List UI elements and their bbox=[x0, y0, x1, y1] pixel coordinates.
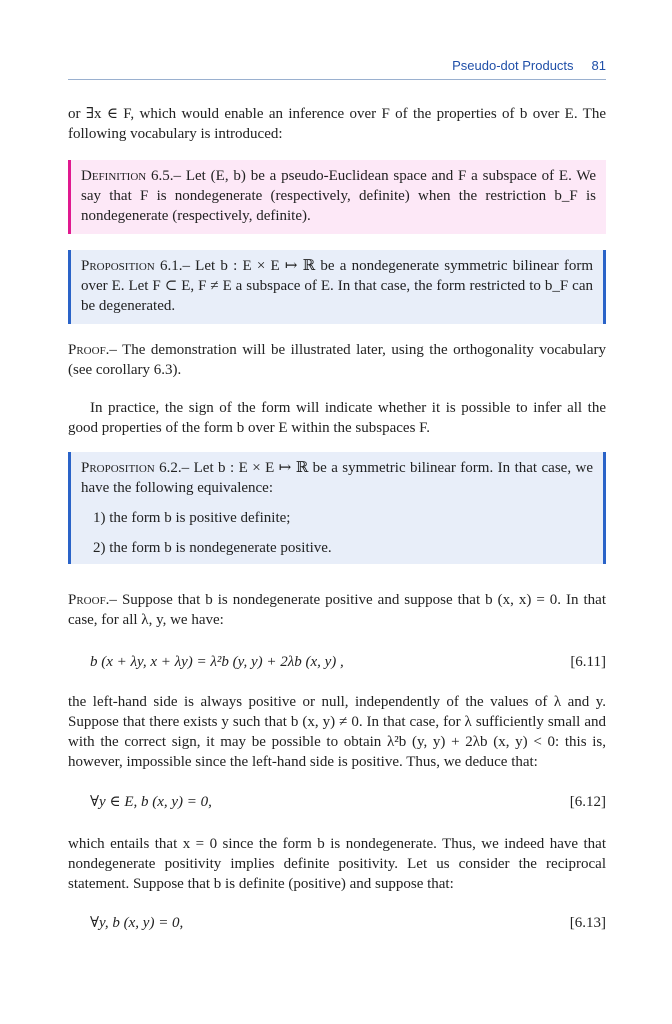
definition-text: Let (E, b) be a pseudo-Euclidean space and F a subspace of E. We say that F is nondegenerate (respectively, definite) when the restriction b_F is nondegenerate (respectively, definite). bbox=[81, 168, 596, 224]
paragraph-argument: the left-hand side is always positive or null, independently of the values of λ and y. Suppose that there exists y such that b (x, y) ≠ 0. In that case, for λ sufficiently small and with the correct sign, it may be possible to obtain λ²b (y, y) + 2λb (x, y) < 0: this is, however, impossible since the left-hand side is positive. Thus, we deduce that: bbox=[68, 694, 606, 770]
proof-text: The demonstration will be illustrated later, using the orthogonality vocabulary (see corollary 6.3). bbox=[68, 342, 607, 378]
proof-label: Proof.– bbox=[68, 592, 117, 608]
proof-text: Suppose that b is nondegenerate positive and suppose that b (x, x) = 0. In that case, for all λ, y, we have: bbox=[68, 592, 606, 628]
header-rule bbox=[68, 79, 606, 80]
equation-6-11 bbox=[90, 652, 606, 672]
running-header bbox=[68, 56, 606, 76]
definition-box bbox=[68, 160, 606, 234]
equation-6-12 bbox=[90, 792, 606, 812]
proposition-6-2-box bbox=[68, 452, 606, 564]
equation-formula: b (x + λy, x + λy) = λ²b (y, y) + 2λb (x, y) , bbox=[90, 654, 344, 670]
paragraph-practice: In practice, the sign of the form will indicate whether it is possible to infer all the good properties of the form b over E within the subspaces F. bbox=[68, 400, 606, 436]
proposition-text: Let b : E × E ↦ ℝ be a symmetric bilinear form. In that case, we have the following equivalence: bbox=[81, 460, 593, 496]
definition-label: Definition 6.5.– bbox=[81, 168, 182, 184]
proof-paragraph bbox=[68, 590, 606, 630]
header-title: Pseudo-dot Products bbox=[452, 58, 574, 73]
paragraph-reciprocal: which entails that x = 0 since the form b is nondegenerate. Thus, we indeed have that nondegenerate positivity implies definite positivity. Let us consider the reciprocal statement. Suppose that b is definite (positive) and suppose that: bbox=[68, 836, 606, 892]
list-item: 2) the form b is nondegenerate positive. bbox=[93, 540, 332, 556]
equation-number: [6.12] bbox=[569, 794, 606, 810]
equation-number: [6.11] bbox=[570, 654, 606, 670]
list-item: 1) the form b is positive definite; bbox=[93, 510, 291, 526]
equation-number: [6.13] bbox=[569, 915, 606, 931]
proof-paragraph bbox=[68, 340, 606, 380]
proposition-text: Let b : E × E ↦ ℝ be a nondegenerate symmetric bilinear form over E. Let F ⊂ E, F ≠ E a subspace of E. In that case, the form restricted to b_F can be degenerated. bbox=[81, 258, 593, 314]
equation-6-13 bbox=[90, 913, 606, 933]
proof-label: Proof.– bbox=[68, 342, 117, 358]
equation-formula: ∀y, b (x, y) = 0, bbox=[90, 915, 184, 931]
paragraph-intro: or ∃x ∈ F, which would enable an inference over F of the properties of b over E. The following vocabulary is introduced: bbox=[68, 106, 606, 142]
page-number: 81 bbox=[591, 58, 606, 73]
proposition-label: Proposition 6.2.– bbox=[81, 460, 190, 476]
proposition-label: Proposition 6.1.– bbox=[81, 258, 190, 274]
equation-formula: ∀y ∈ E, b (x, y) = 0, bbox=[90, 794, 212, 810]
proposition-6-1-box bbox=[68, 250, 606, 324]
